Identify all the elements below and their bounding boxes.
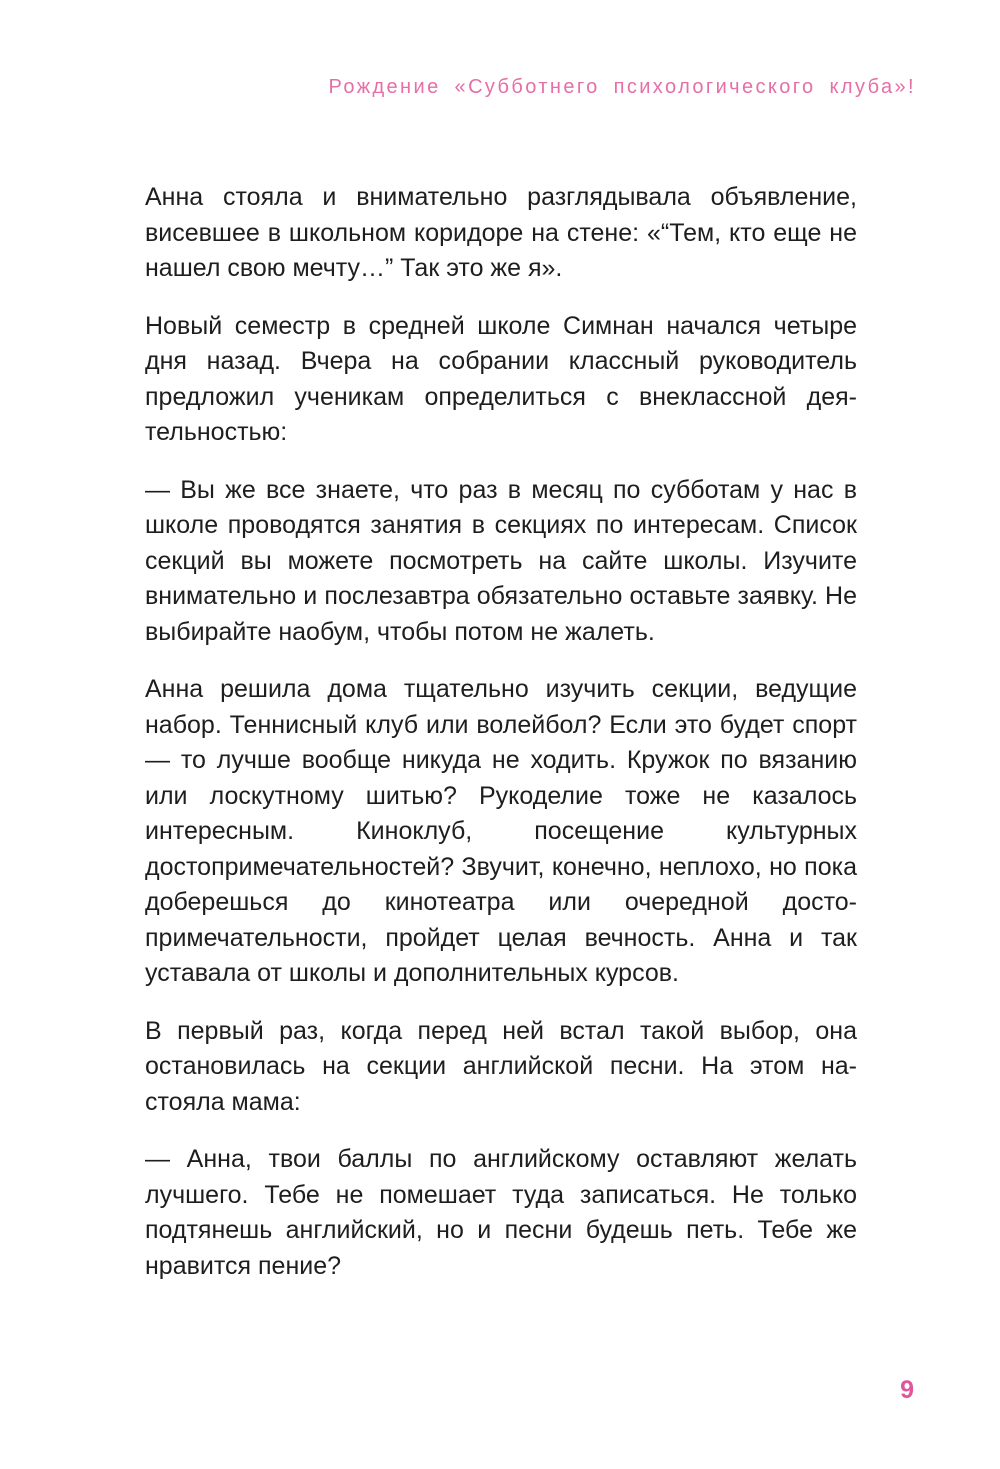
paragraph: Анна решила дома тщательно изучить секции, ведущие набор. Теннисный клуб или волейбол? Если это будет спорт — то лучше вообще никуда не ходить. Кружок по вязанию или лоскутному шитью? Рукоделие тоже не казалось интересным. Киноклуб, посещение культурных достопримечательностей? Звучит, конечно, неплохо, но пока доберешься до кинотеатра или очередной достопримечательности, пройдет целая вечность. Анна и так уставала от школы и дополнительных курсов. [145,675,857,987]
running-header: Рождение «Субботнего психологического клуба»! [328,76,916,98]
paragraph: В первый раз, когда перед ней встал такой выбор, она остановилась на секции английской песни. На этом настояла мама: [145,1016,857,1116]
paragraph: Новый семестр в средней школе Симнан начался четыре дня назад. Вчера на собрании классный руководитель предложил ученикам определиться с внеклассной деятельностью: [145,311,857,446]
page-number: 9 [900,1376,914,1404]
paragraph: — Вы же все знаете, что раз в месяц по субботам у нас в школе проводятся занятия в секциях по интересам. Список секций вы можете посмотреть на сайте школы. Изучите внимательно и послезавтра обязательно оставьте заявку. Не выбирайте наобум, чтобы потом не жалеть. [145,475,857,646]
paragraph: Анна стояла и внимательно разглядывала объявление, висевшее в школьном коридоре на стене: «“Тем, кто еще не нашел свою мечту…” Так это же я». [145,183,857,282]
text-body [145,180,857,1306]
paragraph: — Анна, твои баллы по английскому оставляют желать лучшего. Тебе не помешает туда записаться. Не только подтянешь английский, но и песни будешь петь. Тебе же нравится пение? [145,1145,857,1280]
